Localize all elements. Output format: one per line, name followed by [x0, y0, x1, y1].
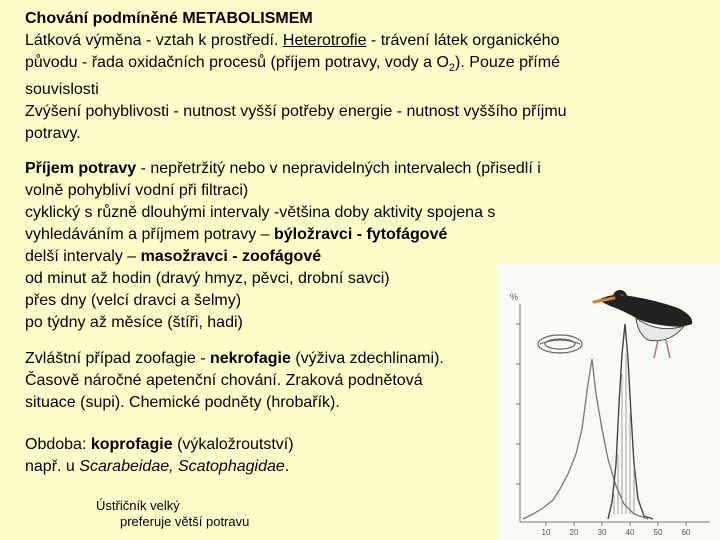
food-intake-line: přes dny (velcí dravci a šelmy)	[25, 292, 242, 309]
oxygen-subscript: 2	[448, 62, 456, 75]
figure-caption	[96, 498, 249, 530]
food-intake-term: Příjem potravy	[25, 160, 137, 177]
food-intake-line: volně pohybliví vodní při filtraci)	[25, 182, 249, 199]
x-tick-label: 20	[569, 528, 579, 537]
food-intake-line: vyhledáváním a příjmem potravy – býložravci - fytofágové	[25, 226, 448, 243]
metabolism-line: potravy.	[25, 125, 81, 143]
herbivores-term: býložravci - fytofágové	[274, 226, 448, 243]
metabolism-line: Látková výměna - vztah k prostředí. Heterotrofie - trávení látek organického	[25, 32, 560, 49]
metabolism-paragraph	[25, 8, 567, 145]
x-tick-labels	[542, 528, 691, 537]
x-tick-label: 10	[541, 528, 551, 537]
necrophagy-term: nekrofagie	[209, 350, 291, 367]
food-intake-paragraph	[25, 158, 541, 334]
coprophagy-paragraph	[25, 434, 294, 478]
x-tick-label: 50	[653, 528, 663, 537]
coprophagy-term: koprofagie	[90, 436, 173, 453]
necrophagy-line: situace (supi). Chemické podněty (hrobařík).	[25, 394, 340, 411]
food-intake-line: Příjem potravy - nepřetržitý nebo v nepravidelných intervalech (přisedlí i	[25, 160, 541, 177]
taxa-names: Scarabeidae, Scatophagidae	[79, 458, 285, 475]
y-axis-unit: %	[510, 292, 519, 302]
x-axis-ticks	[546, 522, 686, 526]
mussel-sketch	[538, 335, 582, 353]
metabolism-line: souvislosti	[25, 81, 99, 99]
y-axis-ticks	[516, 324, 520, 484]
necrophagy-paragraph	[25, 348, 444, 414]
caption-line: preferuje větší potravu	[120, 514, 250, 529]
food-intake-line: cyklický s různě dlouhými intervaly -většina doby aktivity spojena s	[25, 204, 496, 221]
x-tick-label: 40	[625, 528, 635, 537]
necrophagy-line: Časově náročné apetenční chování. Zraková podnětová	[25, 372, 423, 389]
heterotrophy-term: Heterotrofie	[282, 32, 367, 49]
metabolism-heading: Chování podmíněné METABOLISMEM	[25, 10, 313, 27]
food-intake-line: po týdny až měsíce (štíři, hadi)	[25, 314, 243, 331]
oystercatcher-figure-drawing	[498, 264, 720, 540]
oystercatcher-bird-sketch	[594, 290, 692, 358]
coprophagy-line: Obdoba: koprofagie (výkaložroutství)	[25, 436, 294, 453]
food-intake-line: delší intervaly – masožravci - zoofágové	[25, 248, 322, 265]
necrophagy-line: Zvláštní případ zoofagie - nekrofagie (výživa zdechlinami).	[25, 350, 444, 367]
oystercatcher-figure	[498, 264, 720, 540]
metabolism-line: Zvýšení pohyblivosti - nutnost vyšší potřeby energie - nutnost vyššího příjmu	[25, 103, 567, 121]
chosen-size-distribution	[608, 324, 653, 519]
metabolism-line: původu - řada oxidačních procesů (příjem potravy, vody a $O_2$). Pouze přímé	[25, 54, 560, 75]
coprophagy-line: např. u Scarabeidae, Scatophagidae.	[25, 458, 290, 475]
carnivores-term: masožravci - zoofágové	[140, 248, 322, 265]
x-tick-label: 60	[681, 528, 691, 537]
caption-line: Ústřičník velký	[96, 498, 180, 513]
x-tick-label: 30	[597, 528, 607, 537]
food-intake-line: od minut až hodin (dravý hmyz, pěvci, drobní savci)	[25, 270, 390, 287]
